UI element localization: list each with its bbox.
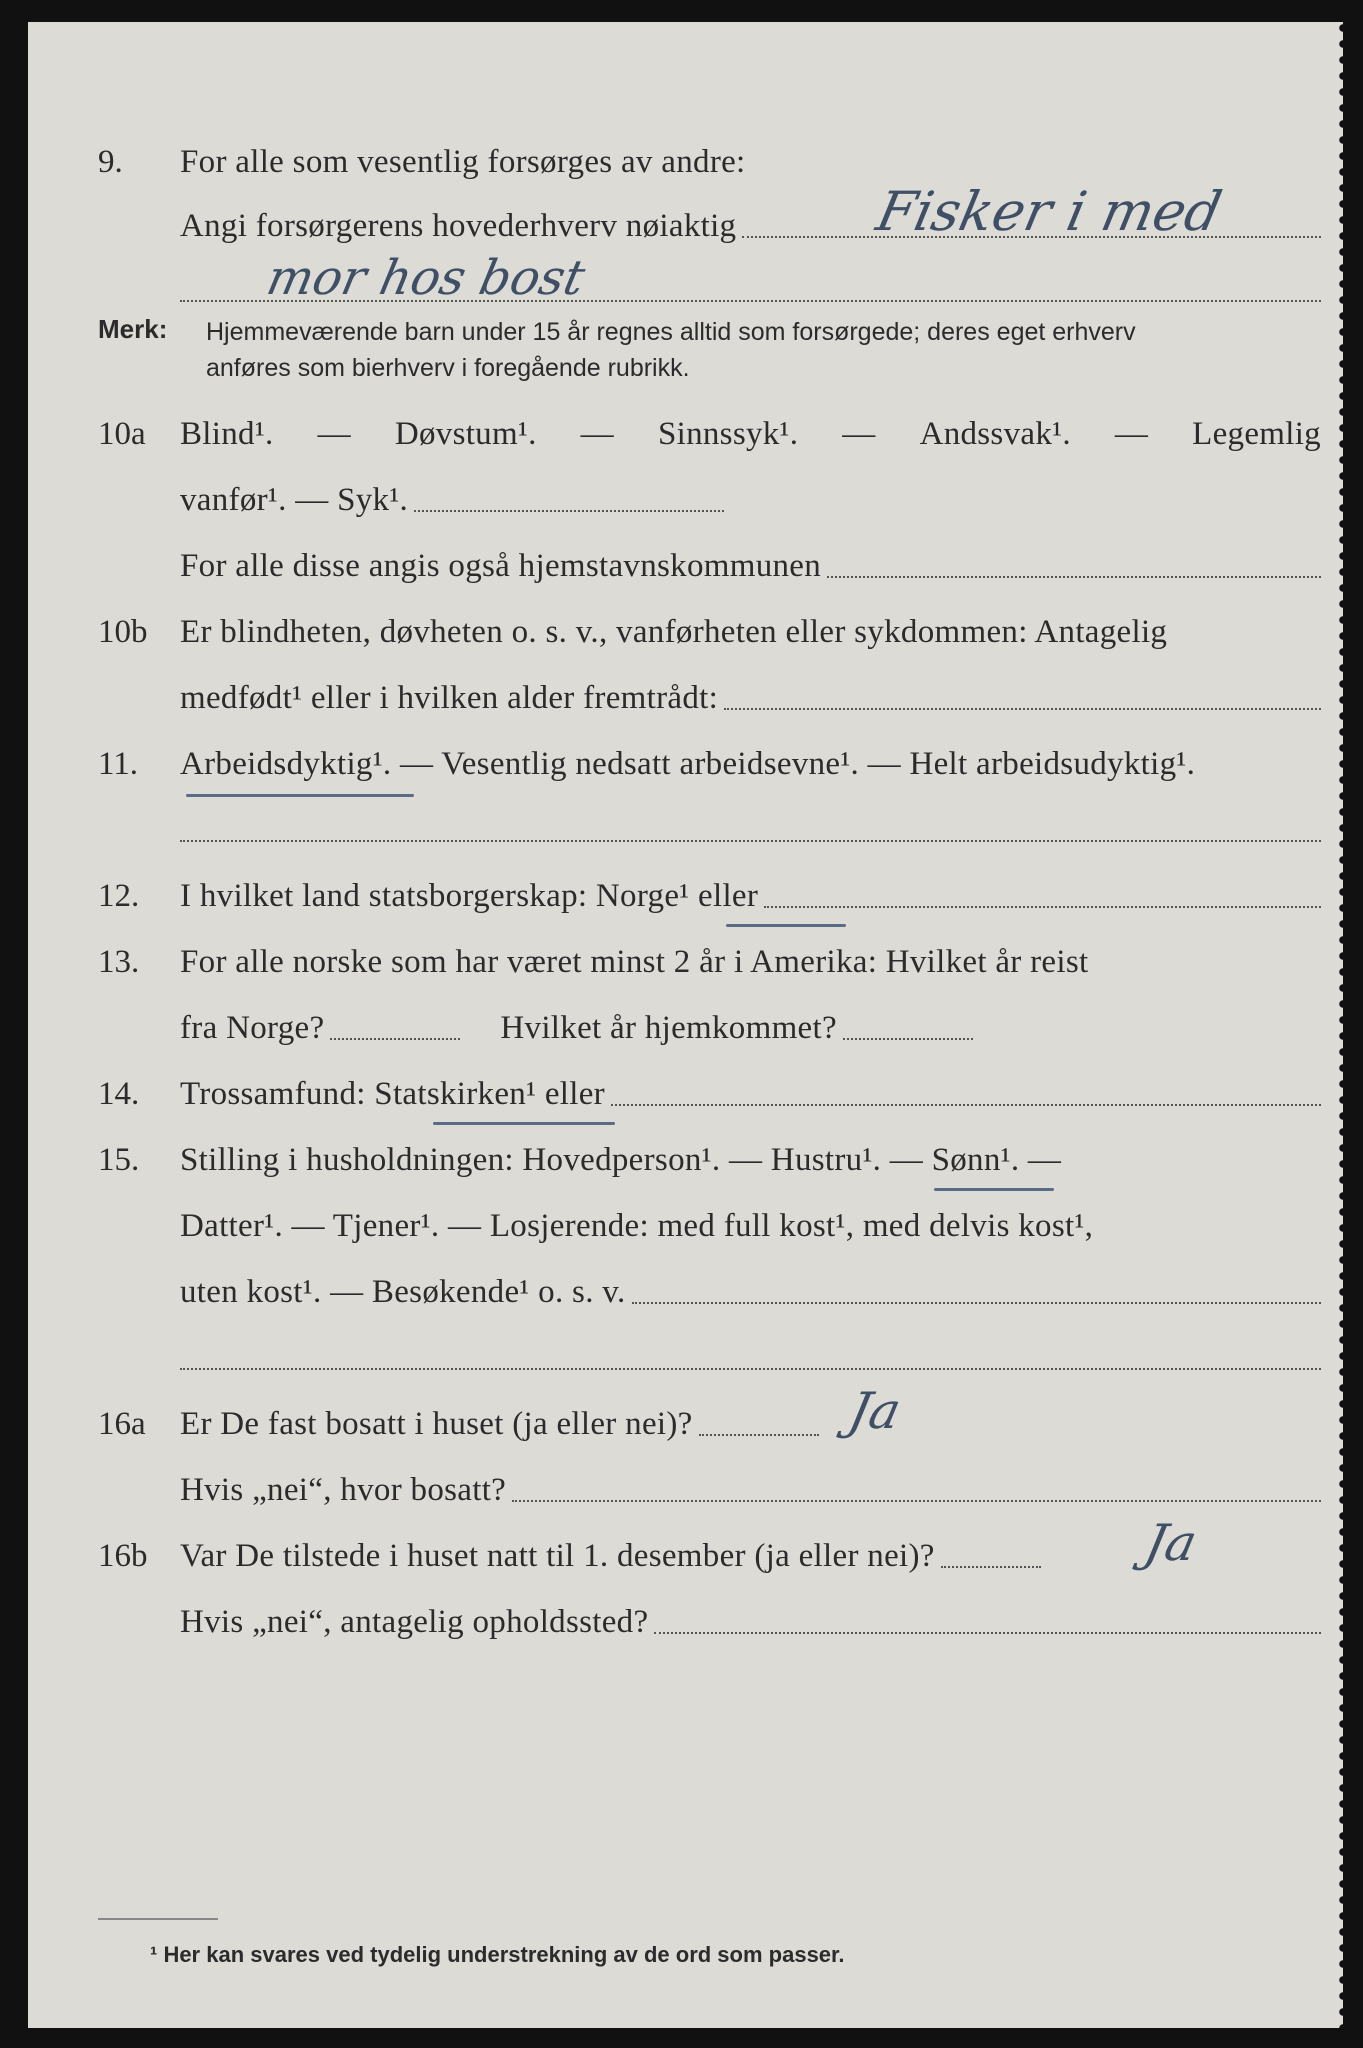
question-text bbox=[180, 412, 1321, 456]
answer-line[interactable] bbox=[180, 840, 1321, 842]
question-16a bbox=[28, 1402, 1343, 1452]
question-text: Stilling i husholdningen: Hovedperson¹. — Hustru¹. — Sønn¹. — bbox=[180, 1142, 1062, 1178]
question-text: fra Norge? bbox=[180, 1010, 325, 1046]
question-text: Var De tilstede i huset natt til 1. desember (ja eller nei)? bbox=[180, 1538, 935, 1574]
answer-line[interactable] bbox=[330, 1038, 460, 1040]
question-text: Er De fast bosatt i huset (ja eller nei)? bbox=[180, 1406, 693, 1442]
answer-line[interactable] bbox=[632, 1302, 1321, 1304]
answer-underline bbox=[186, 794, 414, 797]
note-text bbox=[206, 314, 1321, 386]
dash: — bbox=[317, 416, 351, 452]
question-number: 13. bbox=[98, 944, 140, 980]
question-number: 11. bbox=[98, 746, 139, 782]
option-legemlig: Legemlig bbox=[1192, 416, 1321, 452]
question-text: For alle disse angis også hjemstavnskommunen bbox=[180, 548, 822, 584]
question-9-line3 bbox=[28, 268, 1343, 318]
answer-underline bbox=[726, 924, 846, 927]
answer-line[interactable] bbox=[941, 1566, 1041, 1568]
option-sinnssyk: Sinnssyk¹. bbox=[657, 416, 799, 452]
question-text: For alle norske som har været minst 2 år i Amerika: Hvilket år reist bbox=[180, 944, 1089, 980]
question-text: Trossamfund: Statskirken¹ eller bbox=[180, 1076, 605, 1112]
question-number: 10a bbox=[98, 416, 146, 452]
handwritten-answer: Ja bbox=[1139, 1514, 1203, 1572]
question-12 bbox=[28, 874, 1343, 924]
question-number: 14. bbox=[98, 1076, 140, 1112]
question-16b-line2 bbox=[28, 1600, 1343, 1650]
option-dovstum: Døvstum¹. bbox=[394, 416, 537, 452]
question-15-line4 bbox=[28, 1336, 1343, 1386]
option-blind: Blind¹. bbox=[180, 416, 274, 452]
question-text: uten kost¹. — Besøkende¹ o. s. v. bbox=[180, 1274, 626, 1310]
question-13-line2 bbox=[28, 1006, 1343, 1056]
question-10b-line2 bbox=[28, 676, 1343, 726]
question-text: Angi forsørgerens hovederhverv nøiaktig bbox=[180, 208, 737, 244]
question-10a-line2 bbox=[28, 478, 1343, 528]
dash: — bbox=[1114, 416, 1149, 452]
question-text: For alle som vesentlig forsørges av andre: bbox=[180, 144, 746, 180]
question-13 bbox=[28, 940, 1343, 990]
handwritten-answer: Fisker i med bbox=[871, 180, 1227, 243]
footnote: ¹ Her kan svares ved tydelig understrekning av de ord som passer. bbox=[150, 1942, 845, 1967]
answer-underline bbox=[433, 1122, 615, 1125]
question-text: Datter¹. — Tjener¹. — Losjerende: med full kost¹, med delvis kost¹, bbox=[180, 1208, 1094, 1244]
note-label: Merk: bbox=[98, 314, 168, 344]
answer-line[interactable] bbox=[512, 1500, 1321, 1502]
handwritten-answer: mor hos bost bbox=[262, 250, 590, 306]
note-line: anføres som bierhverv i foregående rubrikk. bbox=[206, 354, 690, 382]
dash: — bbox=[842, 416, 876, 452]
question-number: 16b bbox=[98, 1538, 148, 1574]
question-number: 15. bbox=[98, 1142, 140, 1178]
question-10a bbox=[28, 412, 1343, 462]
dash: — bbox=[580, 416, 614, 452]
question-11-line2 bbox=[28, 808, 1343, 858]
option-andssvak: Andssvak¹. bbox=[919, 416, 1071, 452]
question-10a-line3 bbox=[28, 544, 1343, 594]
question-15-line2 bbox=[28, 1204, 1343, 1254]
answer-line[interactable] bbox=[654, 1632, 1321, 1634]
handwritten-answer: Ja bbox=[843, 1382, 907, 1440]
answer-line[interactable] bbox=[611, 1104, 1321, 1106]
answer-line[interactable] bbox=[843, 1038, 973, 1040]
census-form-page bbox=[28, 22, 1343, 2028]
footnote-rule bbox=[98, 1918, 218, 1920]
question-14 bbox=[28, 1072, 1343, 1122]
answer-line[interactable] bbox=[724, 708, 1321, 710]
question-text: Hvilket år hjemkommet? bbox=[500, 1010, 837, 1046]
answer-underline bbox=[934, 1188, 1054, 1191]
question-text: Hvis „nei“, hvor bosatt? bbox=[180, 1472, 507, 1508]
answer-line[interactable] bbox=[414, 510, 724, 512]
question-16a-line2 bbox=[28, 1468, 1343, 1518]
question-10b bbox=[28, 610, 1343, 660]
question-number: 16a bbox=[98, 1406, 146, 1442]
question-15 bbox=[28, 1138, 1343, 1188]
note-line: Hjemmeværende barn under 15 år regnes alltid som forsørgede; deres eget erhverv bbox=[206, 318, 1136, 346]
question-number: 9. bbox=[98, 144, 123, 180]
answer-line[interactable] bbox=[180, 1368, 1321, 1370]
question-text: medfødt¹ eller i hvilken alder fremtrådt: bbox=[180, 680, 719, 716]
question-text: Hvis „nei“, antagelig opholdssted? bbox=[180, 1604, 649, 1640]
answer-line[interactable] bbox=[764, 906, 1321, 908]
question-text: Er blindheten, døvheten o. s. v., vanførheten eller sykdommen: Antagelig bbox=[180, 614, 1168, 650]
question-15-line3 bbox=[28, 1270, 1343, 1320]
question-text: I hvilket land statsborgerskap: Norge¹ eller bbox=[180, 878, 759, 914]
answer-line[interactable] bbox=[699, 1434, 819, 1436]
question-text: vanfør¹. — Syk¹. bbox=[180, 482, 409, 518]
question-text: Arbeidsdyktig¹. — Vesentlig nedsatt arbeidsevne¹. — Helt arbeidsudyktig¹. bbox=[180, 746, 1196, 782]
question-number: 12. bbox=[98, 878, 140, 914]
question-number: 10b bbox=[98, 614, 148, 650]
answer-line[interactable] bbox=[827, 576, 1321, 578]
question-11 bbox=[28, 742, 1343, 792]
